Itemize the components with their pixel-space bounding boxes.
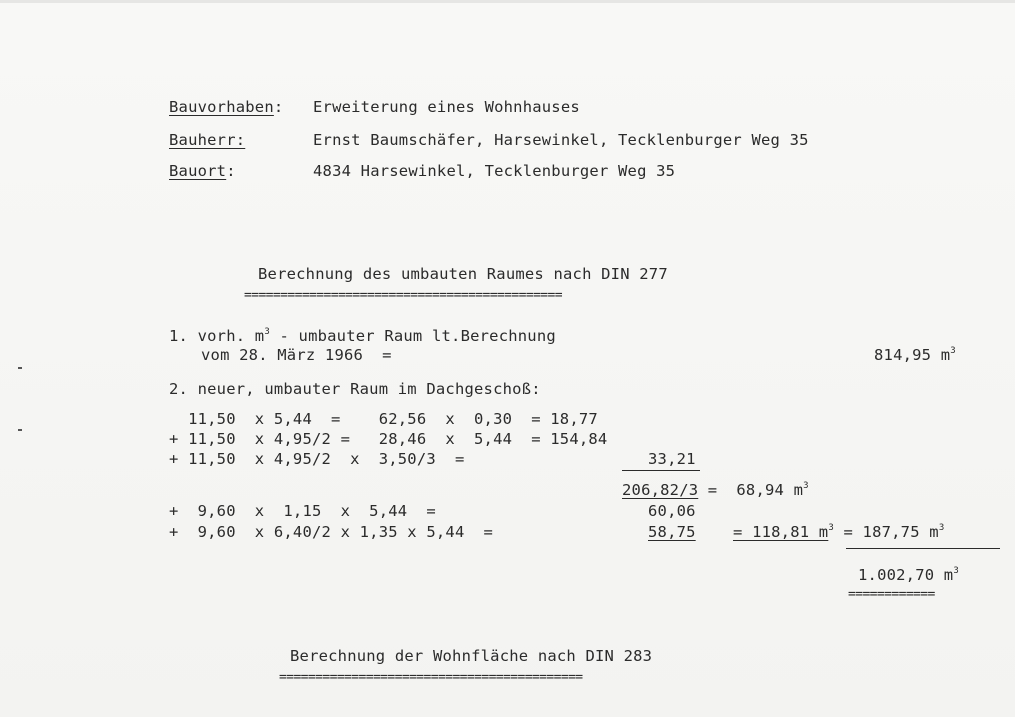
calc-row-3-result: 33,21: [648, 450, 696, 468]
subtotal-result: = 68,94 m: [698, 481, 804, 499]
item1-total-value: 814,95 m: [874, 346, 951, 364]
page-top-edge: [0, 0, 1015, 3]
calc-row-4-result: 60,06: [648, 502, 696, 520]
section1-underline: ============================================: [244, 288, 562, 303]
calc-row-5: + 9,60 x 6,40/2 x 1,35 x 5,44 =: [169, 523, 494, 541]
subtotal-line: [622, 481, 809, 502]
calc-row-4: + 9,60 x 1,15 x 5,44 =: [169, 502, 436, 520]
item1-total: [874, 346, 956, 367]
section2-title: Berechnung der Wohnfläche nach DIN 283: [290, 647, 653, 665]
calc-row-5-result: 58,75: [648, 523, 696, 541]
item1-line1-sup: 3: [264, 327, 270, 337]
item2-heading: 2. neuer, umbauter Raum im Dachgeschoß:: [169, 380, 541, 398]
margin-mark: [18, 429, 22, 431]
bauort-line: [169, 162, 236, 180]
grand-total: [858, 566, 959, 587]
calc-row-5-sum: [733, 523, 944, 544]
bauort-label: Bauort: [169, 162, 227, 180]
bauvorhaben-value: Erweiterung eines Wohnhauses: [313, 98, 580, 116]
section1-title: Berechnung des umbauten Raumes nach DIN 277: [258, 265, 668, 283]
bauherr-value: Ernst Baumschäfer, Harsewinkel, Tecklenburger Weg 35: [313, 131, 809, 149]
grand-total-rule: [846, 548, 1000, 549]
row5-sum-sup: 3: [828, 523, 834, 533]
bauvorhaben-colon: :: [273, 98, 284, 116]
bauvorhaben-label: Bauvorhaben: [169, 98, 274, 116]
row5-total-value: = 187,75 m: [833, 523, 939, 541]
section2-underline: ==========================================: [279, 670, 583, 685]
bauort-colon: :: [226, 162, 236, 180]
item1-line1: [169, 327, 556, 348]
calc-row-1: 11,50 x 5,44 = 62,56 x 0,30 = 18,77: [169, 410, 598, 428]
row5-total-sup: 3: [938, 523, 945, 533]
margin-mark: [18, 367, 22, 369]
item1-line2: vom 28. März 1966 =: [201, 346, 392, 364]
subtotal-value: 206,82/3: [622, 481, 699, 499]
row5-sum-value: = 118,81 m: [733, 523, 829, 541]
subtotal-rule: [622, 470, 700, 471]
calc-row-2: + 11,50 x 4,95/2 = 28,46 x 5,44 = 154,84: [169, 430, 608, 448]
grand-total-sup: 3: [953, 566, 959, 576]
subtotal-sup: 3: [803, 481, 809, 491]
grand-total-value: 1.002,70 m: [858, 566, 954, 584]
item1-line1-rest: - umbauter Raum lt.Berechnung: [269, 327, 556, 345]
item1-total-sup: 3: [950, 346, 956, 356]
item1-line1-text: 1. vorh. m: [169, 327, 265, 345]
bauherr-label: Bauherr:: [169, 131, 246, 149]
grand-total-underline: ============: [848, 587, 935, 602]
bauvorhaben-line: [169, 98, 283, 116]
bauort-value: 4834 Harsewinkel, Tecklenburger Weg 35: [313, 162, 676, 180]
calc-row-3: + 11,50 x 4,95/2 x 3,50/3 =: [169, 450, 465, 468]
